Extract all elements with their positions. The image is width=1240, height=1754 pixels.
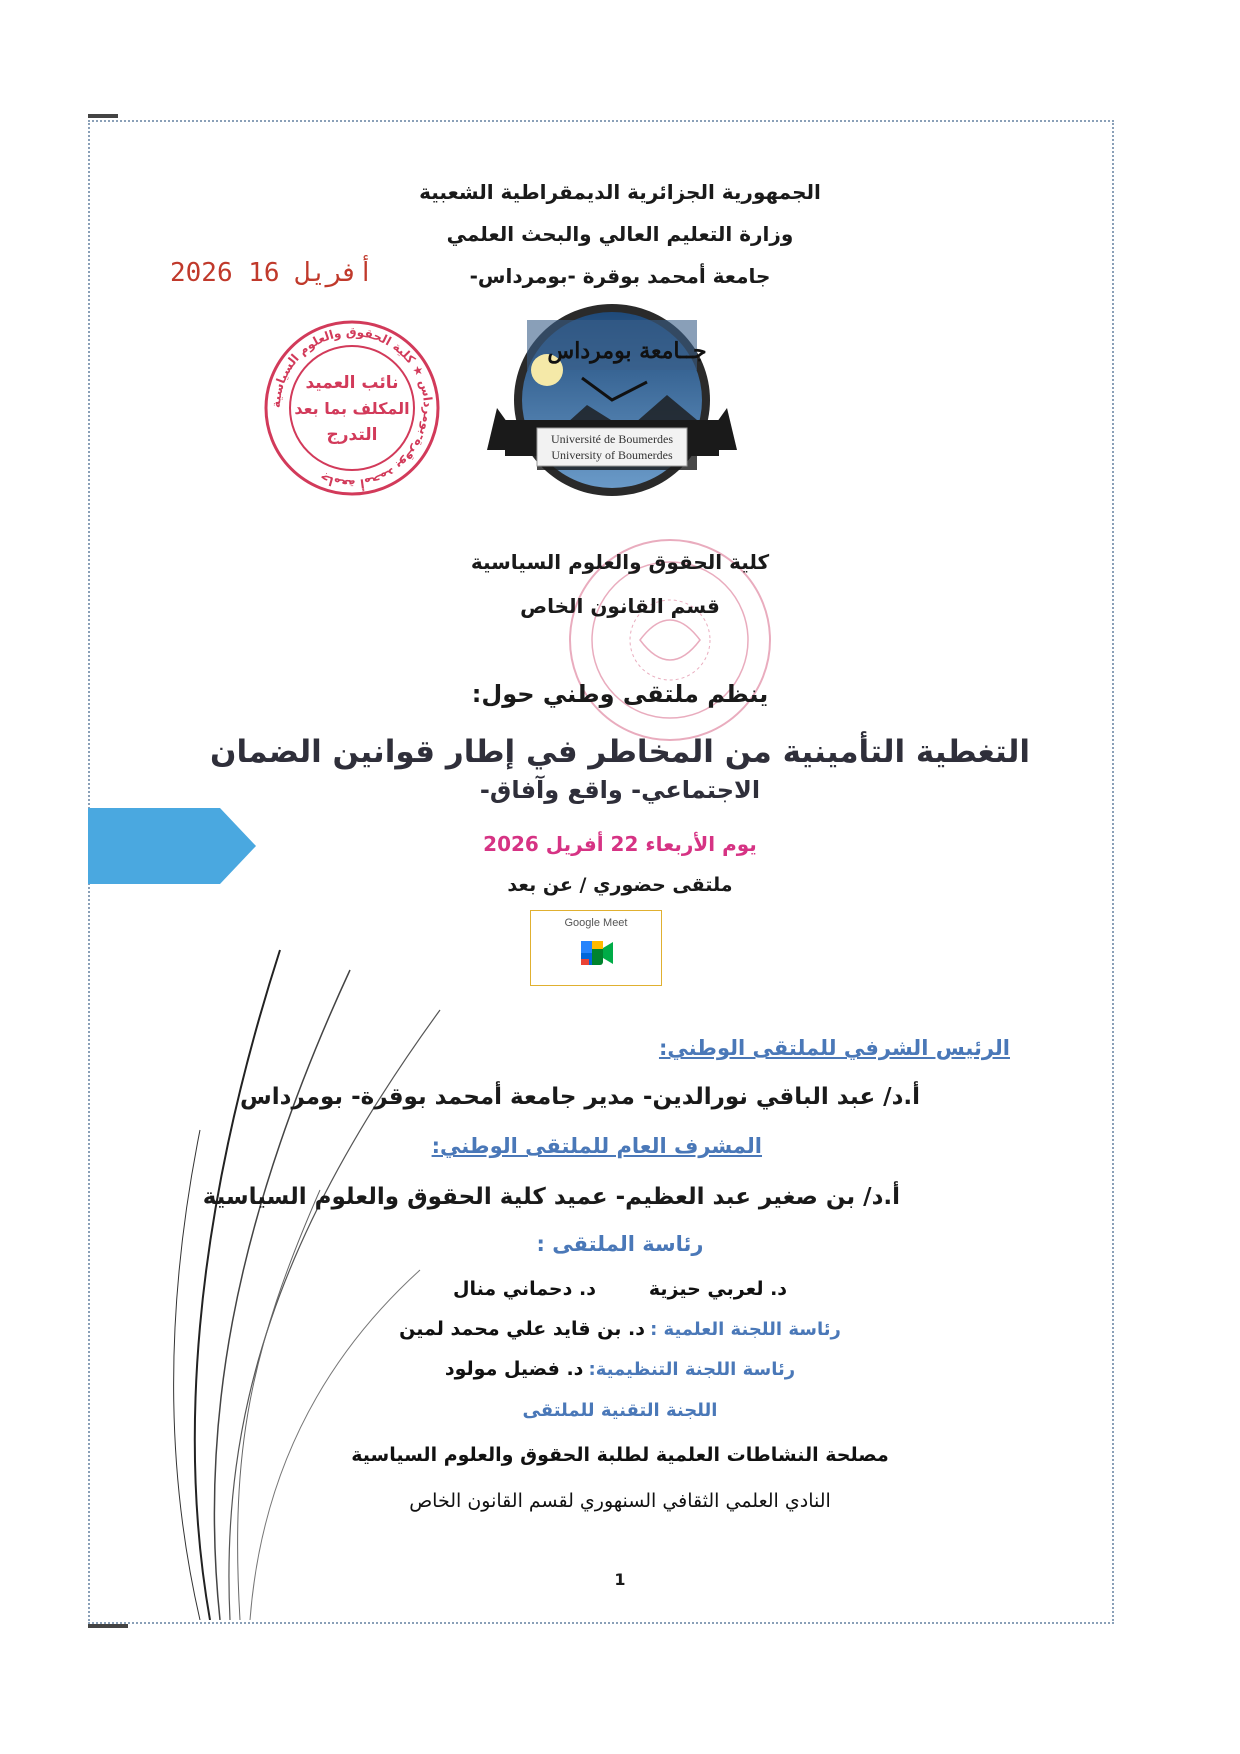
border-accent-top <box>88 114 118 118</box>
honorary-president-name: أ.د/ عبد الباقي نورالدين- مدير جامعة أمحمد بوقرة- بومرداس <box>240 1084 920 1110</box>
general-supervisor-name: أ.د/ بن صغير عبد العظيم- عميد كلية الحقوق والعلوم السياسية <box>202 1184 900 1210</box>
google-meet-badge <box>530 910 662 986</box>
seal-line-2: المكلف بما بعد <box>294 399 410 418</box>
organizing-committee-name: د. فضيل مولود <box>444 1358 584 1380</box>
seal-ring-text: جامعة أمحمد بوقرة-بومرداس ★ كلية الحقوق والعلوم السياسية <box>268 324 436 492</box>
event-date: يوم الأربعاء 22 أفريل 2026 <box>483 832 757 856</box>
logo-arabic-name: جــامعة بومرداس <box>547 338 707 364</box>
honorary-president-heading: الرئيس الشرفي للملتقى الوطني: <box>658 1036 1010 1060</box>
scientific-committee-row <box>0 1318 1240 1340</box>
department-name: قسم القانون الخاص <box>520 594 720 618</box>
event-title-line-2: الاجتماعي- واقع وآفاق- <box>479 776 761 804</box>
google-meet-label: Google Meet <box>564 917 628 929</box>
republic-title: الجمهورية الجزائرية الديمقراطية الشعبية <box>419 180 821 204</box>
scientific-committee-label: رئاسة اللجنة العلمية : <box>650 1319 841 1340</box>
ministry-title: وزارة التعليم العالي والبحث العلمي <box>446 222 794 246</box>
technical-committee-line-2: النادي العلمي الثقافي السنهوري لقسم القانون الخاص <box>409 1490 831 1512</box>
technical-committee-line-1: مصلحة النشاطات العلمية لطلبة الحقوق والعلوم السياسية <box>351 1444 889 1466</box>
general-supervisor-heading: المشرف العام للملتقى الوطني: <box>431 1134 762 1158</box>
chairs-heading: رئاسة الملتقى : <box>536 1232 704 1256</box>
chairs-names: د. لعربي حيزية د. دحماني منال <box>452 1278 788 1300</box>
google-meet-icon <box>579 939 615 967</box>
chairs-heading-row <box>0 1232 1240 1256</box>
scientific-committee-name: د. بن قايد علي محمد لمين <box>399 1318 645 1340</box>
university-title: جامعة أمحمد بوقرة -بومرداس- <box>469 264 771 288</box>
border-accent-bottom <box>88 1624 128 1628</box>
curve-decoration <box>120 930 470 1620</box>
event-title-line-1: التغطية التأمينية من المخاطر في إطار قوانين الضمان <box>210 734 1030 770</box>
event-intro: ينظم ملتقى وطني حول: <box>471 680 769 708</box>
logo-en-name: University of Boumerdes <box>551 448 673 462</box>
dean-seal <box>262 318 442 498</box>
organizing-committee-label: رئاسة اللجنة التنظيمية: <box>588 1359 796 1380</box>
event-mode: ملتقى حضوري / عن بعد <box>507 874 733 896</box>
page-number: 1 <box>614 1570 626 1589</box>
logo-fr-name: Université de Boumerdes <box>551 432 673 446</box>
technical-committee-heading: اللجنة التقنية للملتقى <box>522 1400 718 1421</box>
date-stamp: 2026 أفريل 16 <box>170 258 374 288</box>
seal-line-1: نائب العميد <box>305 373 399 393</box>
organizing-committee-row <box>0 1358 1240 1380</box>
faculty-name: كلية الحقوق والعلوم السياسية <box>470 550 770 574</box>
university-logo <box>487 300 737 520</box>
seal-line-3: التدرج <box>326 425 378 445</box>
